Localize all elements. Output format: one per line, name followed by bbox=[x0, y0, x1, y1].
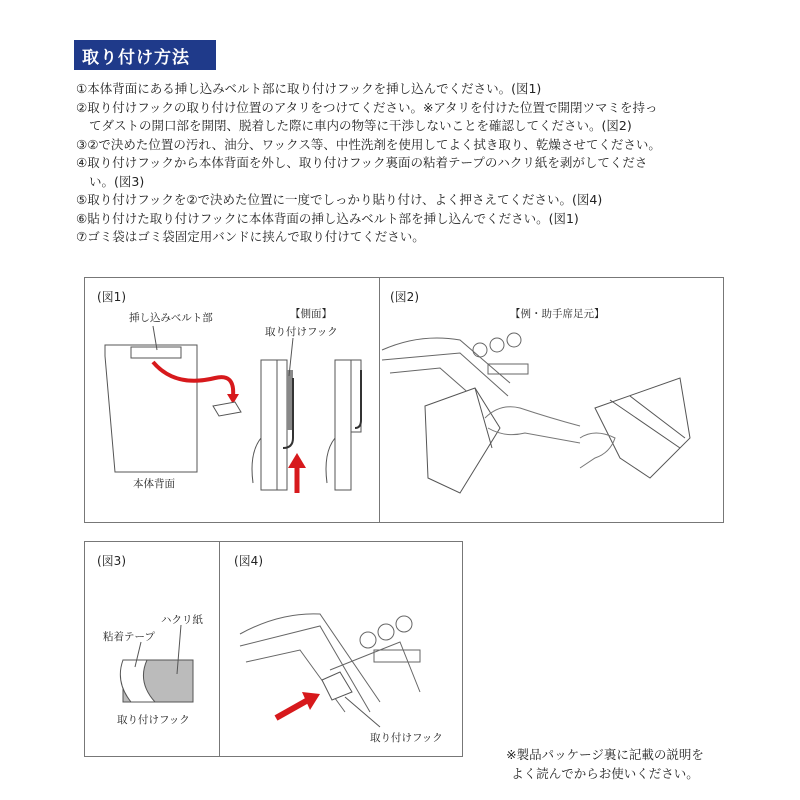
package-note bbox=[490, 745, 720, 783]
side-view-label: 【側面】 bbox=[290, 308, 332, 320]
figure-4-label: (図4) bbox=[234, 554, 263, 568]
figure-3-illustration bbox=[85, 542, 221, 756]
adhesive-tape-label: 粘着テープ bbox=[103, 631, 155, 643]
figure-4-illustration bbox=[220, 542, 462, 756]
step-5: ⑤取り付けフックを②で決めた位置に一度でしっかり貼り付け、よく押さえてください。(図4) bbox=[76, 192, 603, 207]
figure-2-illustration bbox=[380, 278, 723, 522]
figure-1-panel bbox=[84, 277, 382, 523]
section-title: 取り付け方法 bbox=[74, 40, 216, 70]
instruction-steps bbox=[76, 80, 736, 247]
figure-2-label: (図2) bbox=[390, 290, 419, 304]
figure-1-illustration bbox=[85, 278, 381, 522]
release-paper-label: ハクリ紙 bbox=[161, 614, 203, 626]
step-2-cont: てダストの開口部を開閉、脱着した際に車内の物等に干渉しないことを確認してください。(図2) bbox=[89, 118, 632, 133]
belt-label: 挿し込みベルト部 bbox=[129, 312, 213, 324]
step-4: ④取り付けフックから本体背面を外し、取り付けフック裏面の粘着テープのハクリ紙を剥がしてくださ bbox=[76, 155, 648, 170]
step-3: ③②で決めた位置の汚れ、油分、ワックス等、中性洗剤を使用してよく拭き取り、乾燥させてください。 bbox=[76, 136, 661, 152]
hook-label-fig4: 取り付けフック bbox=[370, 732, 443, 744]
example-location-label: 【例・助手席足元】 bbox=[510, 308, 605, 320]
step-4-cont: い。(図3) bbox=[89, 173, 145, 189]
figure-2-panel bbox=[379, 277, 724, 523]
figure-3-label: (図3) bbox=[97, 554, 126, 568]
hook-label-fig3: 取り付けフック bbox=[117, 714, 190, 726]
figure-3-panel bbox=[84, 541, 222, 757]
step-6: ⑥貼り付けた取り付けフックに本体背面の挿し込みベルト部を挿し込んでください。(図1) bbox=[76, 210, 579, 226]
back-label: 本体背面 bbox=[133, 478, 175, 490]
step-7: ⑦ゴミ袋はゴミ袋固定用バンドに挟んで取り付けてください。 bbox=[76, 229, 425, 244]
hook-label-fig1: 取り付けフック bbox=[265, 326, 338, 338]
figure-1-label: (図1) bbox=[97, 290, 126, 304]
note-line-1: ※製品パッケージ裏に記載の説明を bbox=[506, 747, 704, 762]
step-1: ①本体背面にある挿し込みベルト部に取り付けフックを挿し込んでください。(図1) bbox=[76, 81, 542, 96]
note-line-2: よく読んでからお使いください。 bbox=[511, 766, 699, 781]
figure-4-panel bbox=[219, 541, 463, 757]
step-2: ②取り付けフックの取り付け位置のアタリをつけてください。※アタリを付けた位置で開閉ツマミを持っ bbox=[76, 99, 658, 115]
